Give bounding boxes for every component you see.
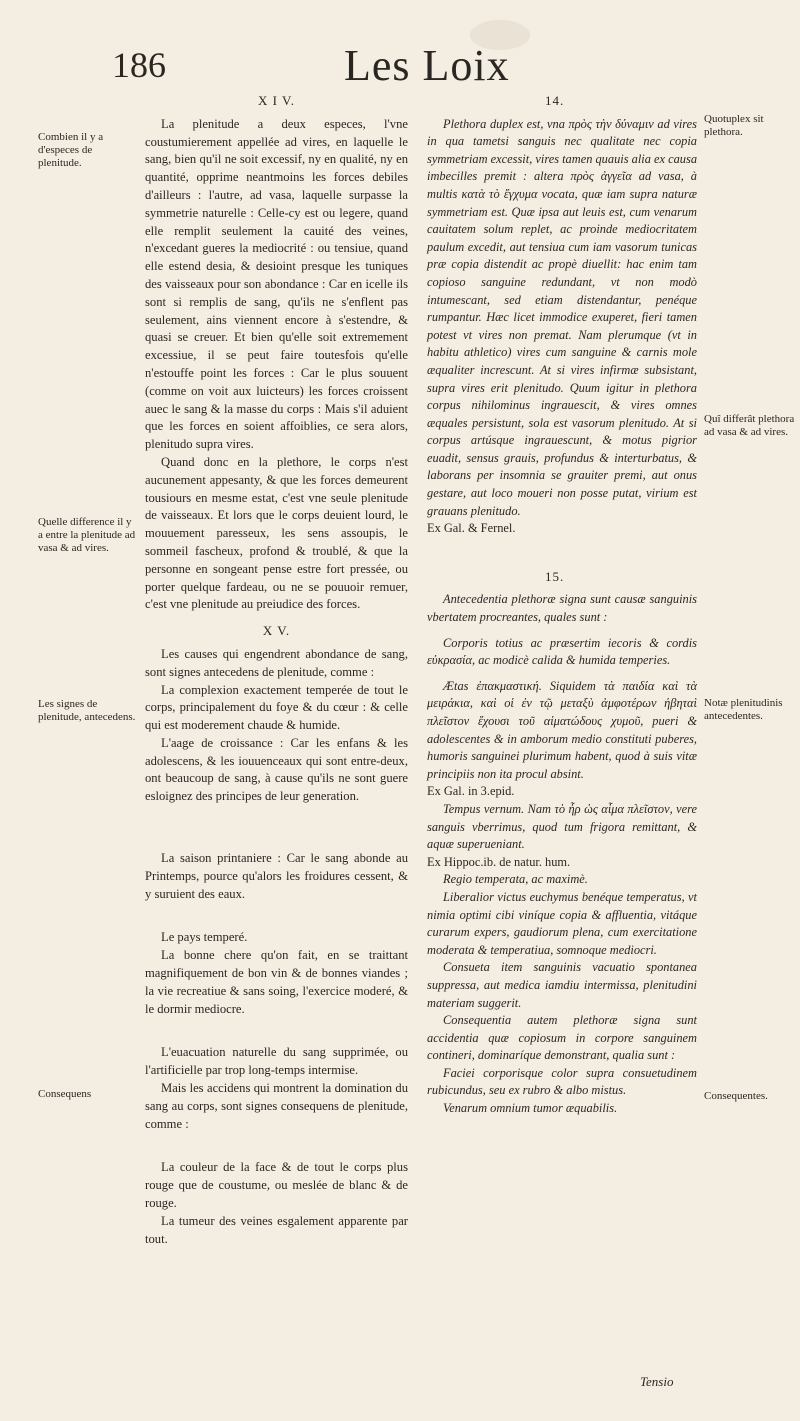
section-heading-14: 14. — [545, 93, 565, 108]
paragraph: La couleur de la face & de tout le corps plus rouge que de coustume, ou meslée de blanc & de rouge. — [145, 1160, 408, 1211]
paragraph: Plethora duplex est, vna πρὸς τὴν δύναμιν ad vires in qua tametsi sanguis nec qualitate nec copia symmetriam excessit, vires tamen quauis alia ex causa imbecilles premit : altera πρὸς ἀγγεῖα ad vasa, à multis κατὰ τὸ ἔγχυμα vocata, quæ iam supra naturæ symmetriam est. Quæ ipsa aut leuis est, cum venarum cauitatem solum replet, ac proinde mediocritatem paulum excedit, aut tensiua cum iam vasorum tunicas præ copia distendit ac propè diuellit: hac enim tam copioso sanguine redundant, vt non modò intumescant, sed etiam distendantur, penéque rumpantur. Hæc licet immodice exuperet, fieri tamen potest vt vires non premat. Nam plerumque (vt in habitu athletico) vires cum sanguine & carnis mole æqualiter increscunt. At si vires infirmæ subsistant, supra vires erit plenitudo. Quum igitur in plethora corpus nihilominus ingrauescit, & vires omnes æquales persistunt, sola est vasorum plenitudo. At si corpus artúsque ingrauescunt, & motus pigrior euadit, sensus grauis, profundus & interturbatus, & laborans per insomnia se grauiter premi, aut onus gestare, aut loco moueri non posse putat, virium est grauans plenitudo. — [427, 116, 698, 518]
section-heading-xv: X V. — [262, 623, 291, 639]
paragraph: Antecedentia plethoræ signa sunt causæ sanguinis vbertatem procreantes, quales sunt : — [427, 592, 697, 625]
paragraph: Quand donc en la plethore, le corps n'est aucunement appesanty, & que les forces demeurent tousiours en mesme estat, c'est vne seule plenitude de vaisseaux. Et lors que le corps deuient lourd, le mouuement paresseux, les sens assoupis, le sommeil fascheux, profond & troublé, & que la personne en songeant pense estre fort pressée, ou porter quelque fardeau, ou ne se pouuoir remuer, c'est vne plenitude au preiudice des forces. — [145, 454, 408, 612]
paragraph: La tumeur des veines esgalement apparente par tout. — [145, 1213, 408, 1246]
margin-note-left-4: Consequens — [38, 1088, 92, 1100]
paragraph: La plenitude a deux especes, l'vne coustumierement appellée ad vires, en laquelle le sang, bien qu'il ne soit excessif, ny en qualité, ny en quantité, opprime neantmoins les forces debiles d'ailleurs : l'autre, ad vasa, laquelle surpasse la symmetrie naturelle : Celle-cy est ou legere, quand elle remplit seulement la cauité des veines, n'excedant gueres la mediocrité : ou tensiue, quand elle estend desia, & desioint presque les tuniques des vaisseaux pour son abondance : Car en icelle ils sont si remplis de sang, qu'ils ne s'enflent pas seulement, ains viennent encore à s'estendre, & quasi se creuer. Et bien qu'elle soit extremement excessiue, il se peut faire toutesfois qu'elle n'estouffe point les forces : Car le plus souuent (comme on voit aux luicteurs) les forces croissent auec le sang & la masse du corps : Mais s'il aduient que les forces en soient affoiblies, ce sera alors, plenitudo supra vires. — [145, 116, 408, 452]
margin-note-right-3: Notæ plenitudinis antecedentes. — [704, 697, 783, 722]
french-column — [145, 88, 408, 1248]
paragraph: Liberalior victus euchymus benéque temperatus, vt nimia optimi cibi viníque copia & affluentia, vitáque curarum expers, gaudiorum plena, cum exercitatione moderata & temperatiua, somnoque mediocri. — [427, 889, 697, 957]
source-citation: Ex Gal. in 3.epid. — [427, 784, 515, 799]
paragraph: Consequentia autem plethoræ signa sunt accidentia quæ copiosum in corpore sanguinem contineri, dominaríque demonstrant, qualia sunt : — [427, 1013, 697, 1063]
margin-note-right-4: Consequentes. — [704, 1090, 768, 1102]
margin-note-right-1: Quotuplex sit plethora. — [704, 113, 764, 138]
paragraph: L'euacuation naturelle du sang supprimée, ou l'artificielle par trop long-temps intermise. — [145, 1045, 408, 1078]
paragraph: La bonne chere qu'on fait, en se traittant magnifiquement de bon vin & de bonnes viandes ; la vie recreatiue & sans soing, l'exercice moderé, & le dormir mediocre. — [145, 948, 408, 1016]
catchword: Tensio — [640, 1374, 674, 1389]
paragraph: Ætas ἐπακμαστική. Siquidem τὰ παιδία καὶ τὰ μειράκια, καὶ οἱ ἐν τῷ μεταξὺ ἀμφοτέρων ἡβηταὶ πλεῖστον ἔχουσι τοῦ αἱματώδους χυμοῦ, pueri & adolescentes & in amborum medio constituti puberes, humoris sanguinei plurimum habent, quod à suis vitæ principiis non ita procul absint. — [427, 678, 697, 781]
paragraph: Tempus vernum. Nam τὸ ἦρ ὡς αἷμα πλεῖστον, vere sanguis vberrimus, quod tum frigora remittant, & aquæ superueniant. — [427, 801, 697, 852]
section-heading-xiv: X I V. — [258, 93, 295, 108]
source-citation: Ex Gal. & Fernel. — [427, 521, 516, 536]
paragraph: La complexion exactement temperée de tout le corps, principalement du foye & du cœur : & celle qui est moderement chaude & humide. — [145, 682, 408, 733]
margin-note-right-2: Quî differât plethora ad vasa & ad vires. — [704, 413, 795, 438]
margin-note-left-1: Combien il y a d'especes de plenitude. — [38, 131, 104, 169]
section-heading-15: 15. — [545, 568, 565, 584]
margin-note-left-2: Quelle difference il y a entre la plenitude ad vasa & ad vires. — [38, 516, 136, 554]
latin-column — [427, 88, 697, 1118]
paragraph: Regio temperata, ac maximè. — [443, 872, 588, 887]
page-number: 186 — [112, 45, 166, 85]
paragraph: L'aage de croissance : Car les enfans & les adolescens, & les iouuenceaux qui sont entre-deux, ont beaucoup de sang, à cause qu'ils ne sont guere esloignez des principes de leur generation. — [145, 735, 408, 804]
paragraph: Consueta item sanguinis vacuatio spontanea suppressa, aut medica iamdiu intermissa, plenitudini materiam suggerit. — [427, 960, 697, 1010]
paragraph: Venarum omnium tumor æquabilis. — [443, 1101, 618, 1116]
paragraph: Faciei corporisque color supra consuetudinem rubicundus, seu ex rubro & albo mistus. — [427, 1065, 697, 1098]
margin-note-left-3: Les signes de plenitude, antecedens. — [38, 698, 136, 723]
paragraph: Les causes qui engendrent abondance de sang, sont signes antecedens de plenitude, comme : — [145, 646, 408, 679]
paragraph: Corporis totius ac præsertim iecoris & cordis εὐκρασία, ac modicè calida & humida temperies. — [427, 635, 697, 668]
running-title: Les Loix — [344, 41, 510, 90]
paragraph: Mais les accidens qui montrent la domination du sang au corps, sont signes consequens de plenitude, comme : — [145, 1081, 408, 1131]
source-citation: Ex Hippoc.ib. de natur. hum. — [427, 854, 571, 869]
paragraph: La saison printaniere : Car le sang abonde au Printemps, pource qu'alors les froidures cessent, & y suruient des eaux. — [145, 851, 408, 901]
paragraph: Le pays temperé. — [161, 930, 248, 945]
